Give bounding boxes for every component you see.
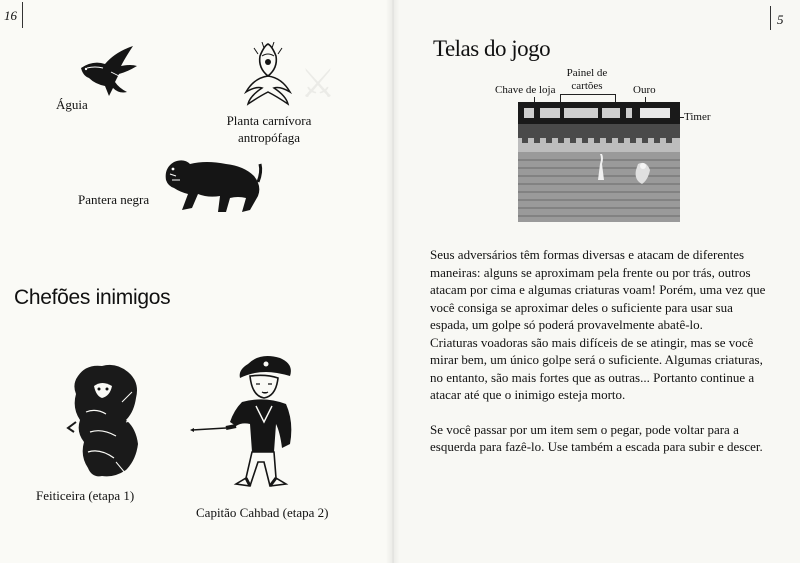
game-hud — [518, 102, 680, 124]
caption-plant-line2: antropófaga — [237, 130, 301, 145]
paragraph-1: Seus adversários têm formas diversas e atacam de diferentes maneiras: alguns se aproximam pela frente ou por trás, outros atacam por cima e algumas criaturas voam! Porém, uma vez que você consiga se aproximar deles o suficiente para usar sua espada, um golpe só poderá provavelmente abatê-lo. — [430, 247, 766, 332]
paragraph-3: Se você passar por um item sem o pegar, pode voltar para a esquerda para fazê-lo. Use também a escada para subir e descer. — [430, 421, 763, 454]
carnivorous-plant-illustration — [240, 42, 296, 106]
game-scene — [518, 124, 680, 222]
label-card-panel-line2: cartões — [571, 80, 603, 92]
game-screenshot — [518, 102, 680, 222]
pirate-captain-illustration — [190, 352, 302, 498]
caption-plant-line1: Planta carnívora — [226, 113, 312, 128]
paragraph-2: Criaturas voadoras são mais difíceis de se atingir, mas se você mirar bem, um único golpe será o suficiente. Algumas criaturas, no entanto, são mais fortes que as outras... Portanto continue a atacar até que o inimigo esteja morto. — [430, 334, 763, 402]
caption-plant — [214, 112, 324, 146]
caption-panther: Pantera negra — [78, 192, 150, 207]
page-fold — [386, 0, 400, 563]
page-number-rule-left — [22, 2, 23, 28]
caption-eagle: Águia — [56, 97, 88, 112]
label-card-panel — [563, 67, 611, 93]
page-number-left: 16 — [4, 8, 17, 23]
label-timer: Timer — [684, 111, 711, 123]
witch-illustration — [66, 362, 148, 482]
eagle-illustration — [75, 42, 143, 104]
caption-captain: Capitão Cahbad (etapa 2) — [196, 505, 329, 520]
body-text — [430, 246, 770, 456]
section-heading-bosses: Chefões inimigos — [14, 286, 171, 309]
show-through: ⚔ — [300, 61, 336, 106]
leader-card-panel-bracket — [560, 94, 616, 95]
label-shop-key: Chave de loja — [495, 84, 556, 96]
page-number-rule-right — [770, 6, 771, 30]
panther-illustration — [162, 152, 264, 216]
page-number-right: 5 — [777, 12, 784, 27]
label-card-panel-line1: Painel de — [566, 67, 608, 79]
label-gold: Ouro — [633, 84, 656, 96]
caption-witch: Feiticeira (etapa 1) — [36, 488, 135, 503]
page-heading-game-screens: Telas do jogo — [433, 36, 551, 61]
